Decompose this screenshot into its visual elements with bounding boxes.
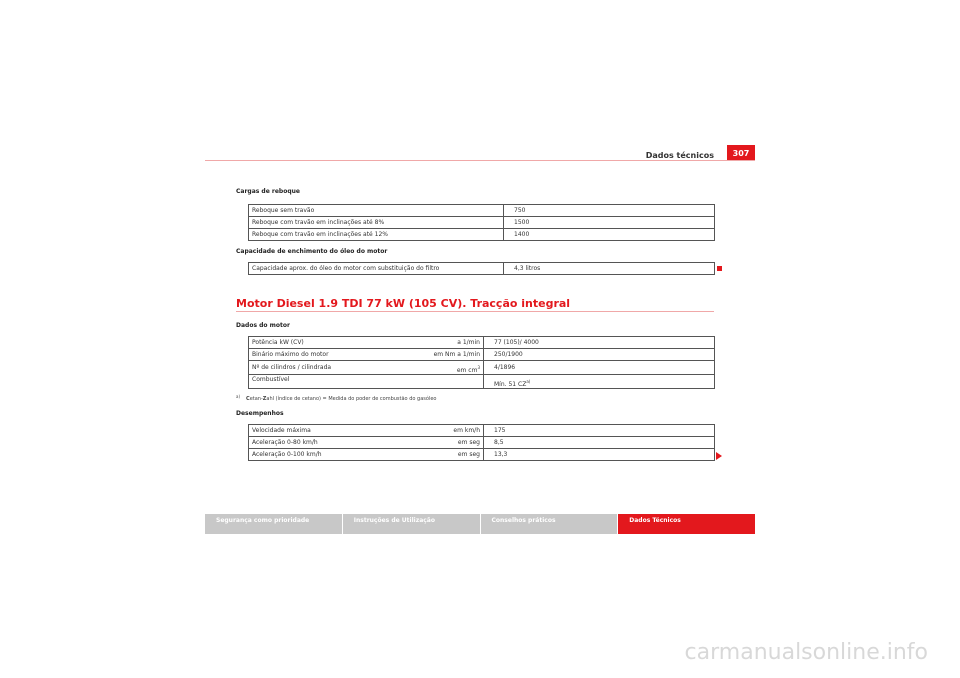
footer-tab-instructions[interactable]: Instruções de Utilização <box>342 514 480 534</box>
row-value: 1400 <box>504 229 715 241</box>
table-row <box>249 263 715 275</box>
row-value: 8,5 <box>484 437 715 449</box>
row-label: Potência kW (CV) <box>249 337 399 349</box>
row-label: Aceleração 0-100 km/h <box>249 449 399 461</box>
footnote-mark: a) <box>236 394 241 399</box>
table-row <box>249 337 715 349</box>
footer-tab-practical-tips[interactable]: Conselhos práticos <box>480 514 618 534</box>
towing-table <box>248 204 715 241</box>
footnote-reference: a) <box>526 379 531 384</box>
table-row <box>249 425 715 437</box>
row-unit: em seg <box>399 437 484 449</box>
row-value: 4,3 litros <box>504 263 715 275</box>
row-label: Binário máximo do motor <box>249 349 399 361</box>
towing-heading: Cargas de reboque <box>236 188 300 195</box>
row-value: 4/1896 <box>484 361 715 375</box>
table-row <box>249 217 715 229</box>
table-row <box>249 229 715 241</box>
row-value: 175 <box>484 425 715 437</box>
value-text: Mín. 51 CZ <box>494 381 527 388</box>
watermark: carmanualsonline.info <box>684 640 928 665</box>
row-value: 77 (105)/ 4000 <box>484 337 715 349</box>
oil-table <box>248 262 715 275</box>
unit-superscript: 3 <box>477 365 480 370</box>
page-number-badge: 307 <box>727 145 755 161</box>
header-divider <box>205 160 755 161</box>
row-unit: em seg <box>399 449 484 461</box>
section-title: Motor Diesel 1.9 TDI 77 kW (105 CV). Tracção integral <box>236 297 571 310</box>
table-row <box>249 361 715 375</box>
footer-tab-technical-data[interactable]: Dados Técnicos <box>617 514 755 534</box>
footer-nav <box>205 514 755 534</box>
table-row <box>249 437 715 449</box>
row-value: 1500 <box>504 217 715 229</box>
row-unit <box>399 375 484 389</box>
table-row <box>249 375 715 389</box>
engine-heading: Dados do motor <box>236 322 290 329</box>
section-end-marker <box>717 266 722 271</box>
footnote-text: ahl (índice de cetano) = Medida do poder de combustão do gasóleo <box>266 396 437 402</box>
footnote-c: C <box>246 396 250 402</box>
table-row <box>249 349 715 361</box>
row-label: Reboque com travão em inclinações até 8% <box>249 217 504 229</box>
oil-heading: Capacidade de enchimento do óleo do motor <box>236 248 388 255</box>
performance-heading: Desempenhos <box>236 410 284 417</box>
footnote-etan: etan- <box>249 396 263 402</box>
row-label: Capacidade aprox. do óleo do motor com substituição do filtro <box>249 263 504 275</box>
row-unit: em km/h <box>399 425 484 437</box>
continue-arrow-icon <box>716 452 722 460</box>
row-value <box>484 375 715 389</box>
row-value: 250/1900 <box>484 349 715 361</box>
row-unit <box>399 361 484 375</box>
table-row <box>249 205 715 217</box>
row-unit: a 1/min <box>399 337 484 349</box>
row-unit: em Nm a 1/min <box>399 349 484 361</box>
footnote <box>236 394 436 402</box>
footer-tab-safety[interactable]: Segurança como prioridade <box>205 514 342 534</box>
row-label: Reboque sem travão <box>249 205 504 217</box>
row-value: 750 <box>504 205 715 217</box>
row-label: Reboque com travão em inclinações até 12% <box>249 229 504 241</box>
page-header-title: Dados técnicos <box>645 151 714 160</box>
footnote-z: Z <box>262 396 267 402</box>
title-divider <box>236 311 714 312</box>
row-label: Nº de cilindros / cilindrada <box>249 361 399 375</box>
row-label: Aceleração 0-80 km/h <box>249 437 399 449</box>
engine-table <box>248 336 715 389</box>
unit-text: em cm <box>456 367 478 374</box>
table-row <box>249 449 715 461</box>
row-value: 13,3 <box>484 449 715 461</box>
row-label: Combustível <box>249 375 399 389</box>
row-label: Velocidade máxima <box>249 425 399 437</box>
performance-table <box>248 424 715 461</box>
